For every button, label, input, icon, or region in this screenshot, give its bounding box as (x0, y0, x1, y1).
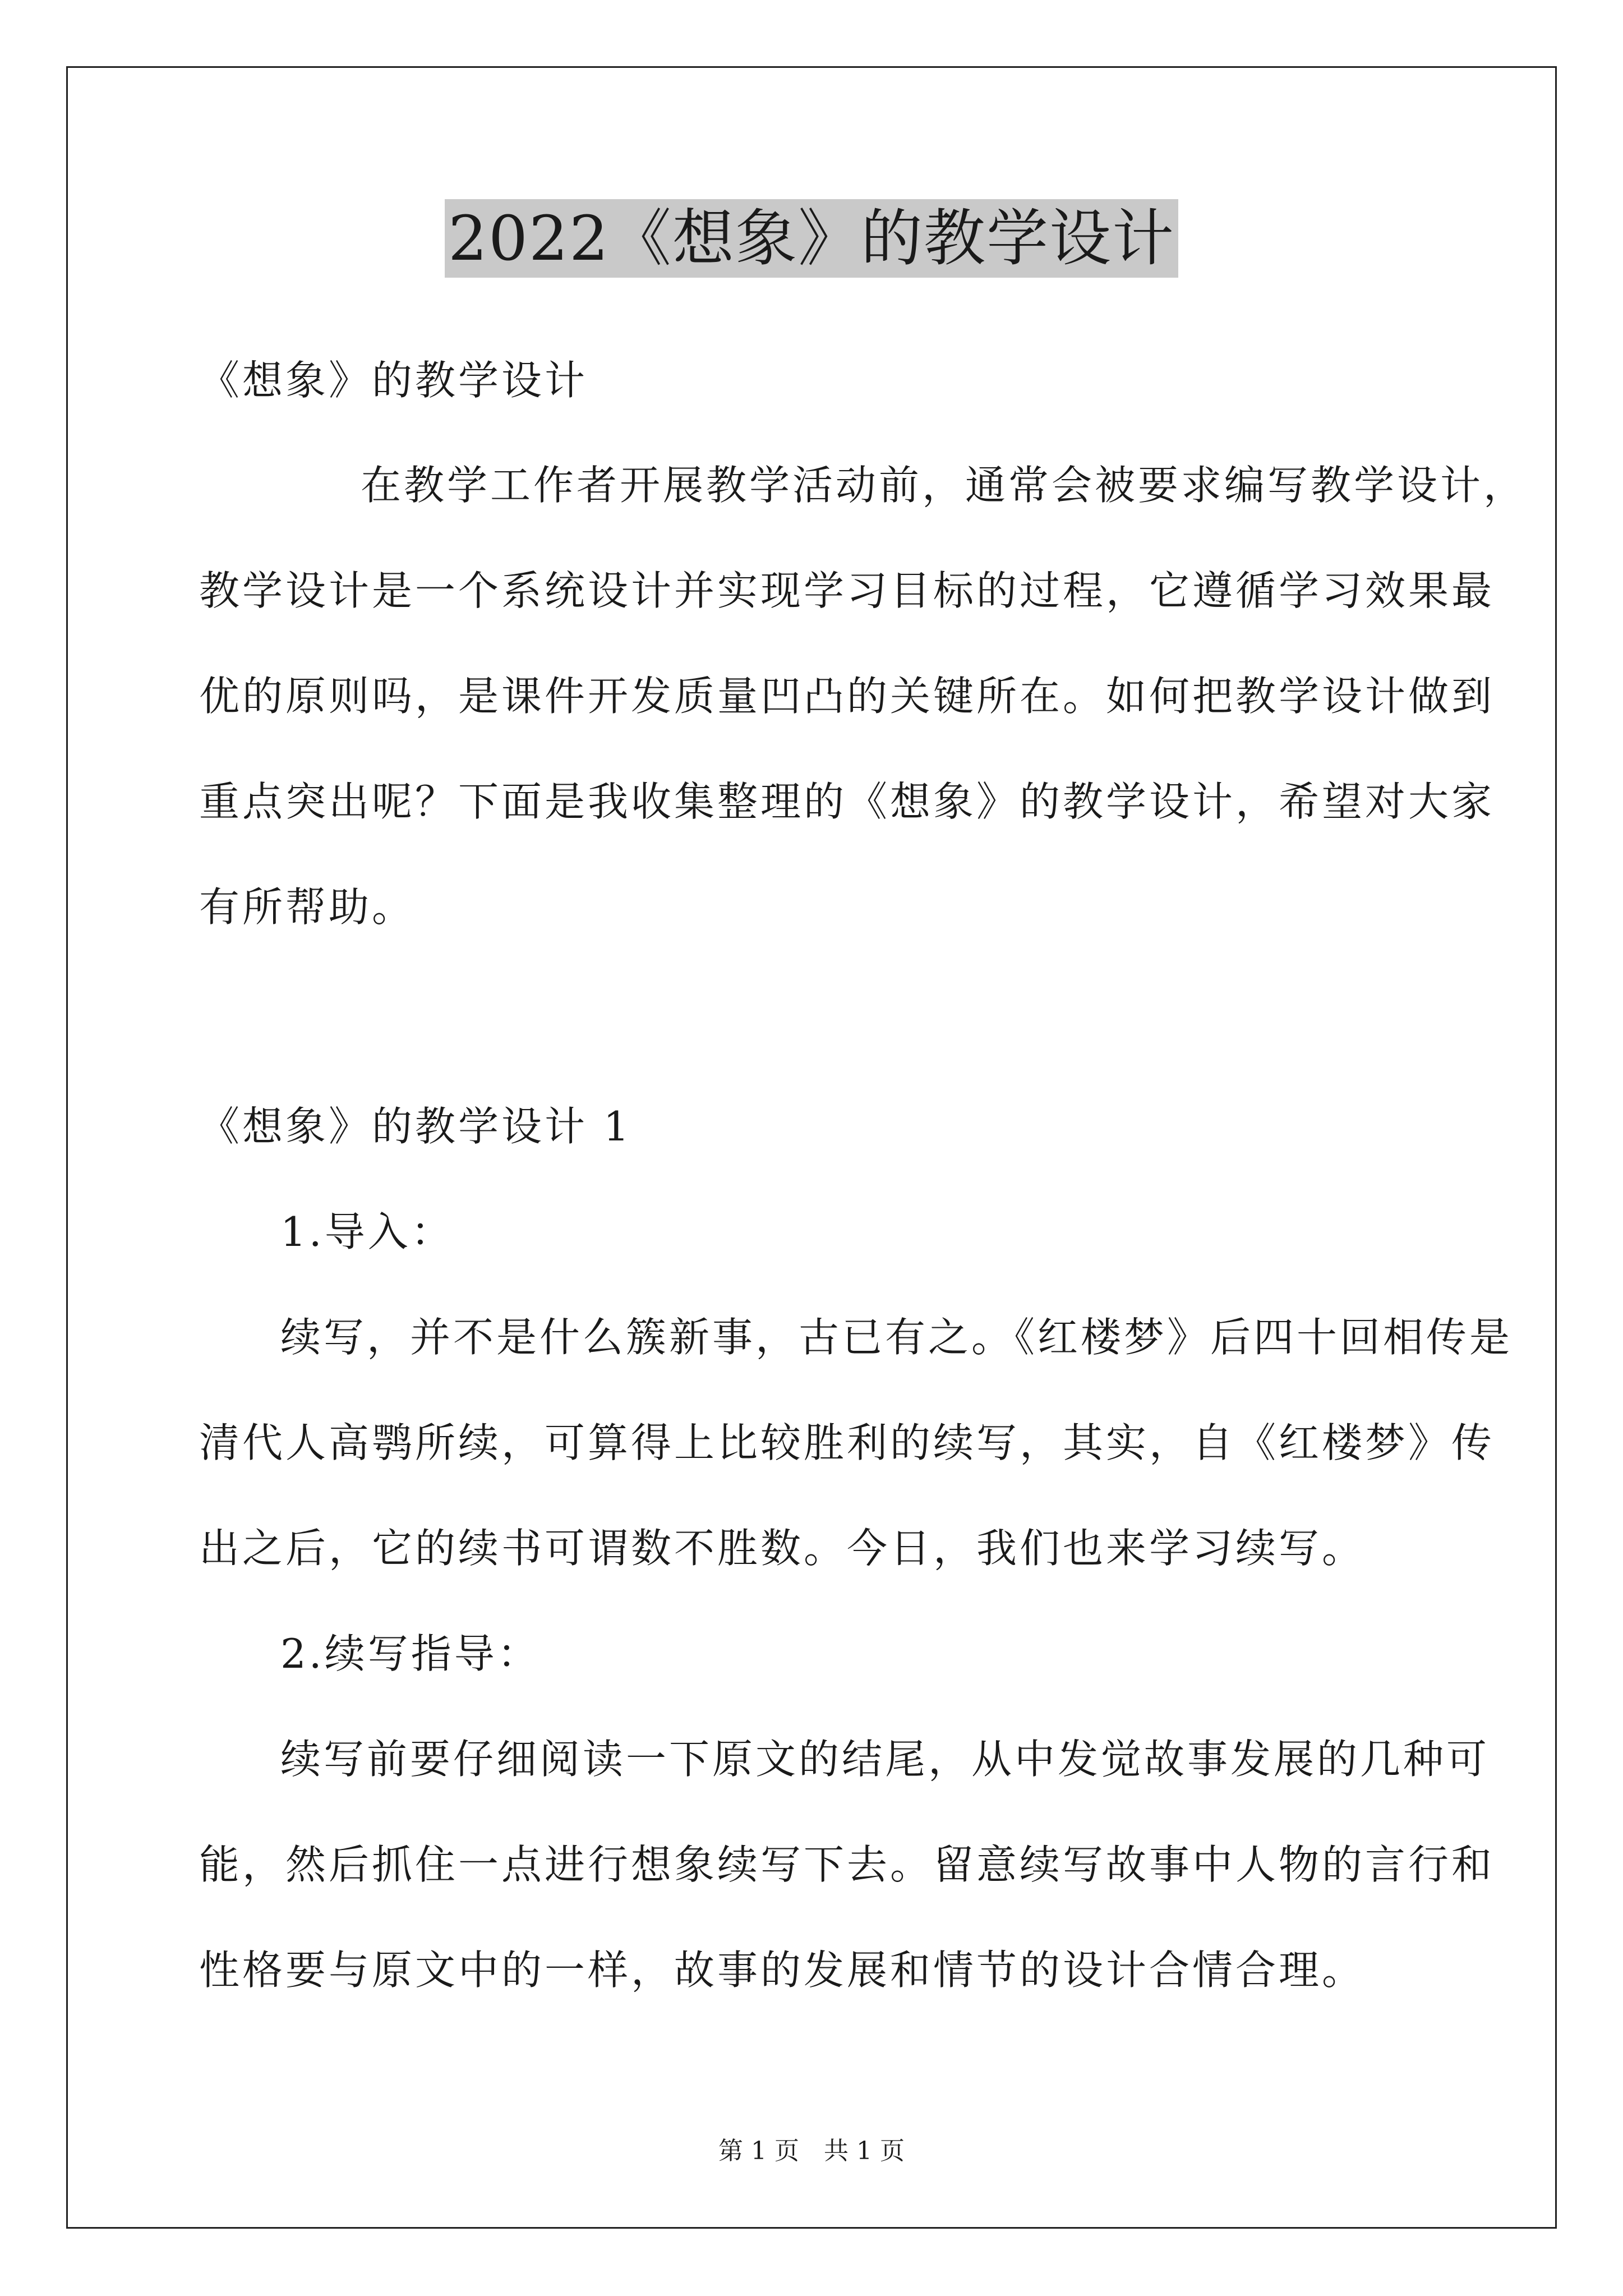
intro-line-3: 优的原则吗，是课件开发质量凹凸的关键所在。如何把教学设计做到 (199, 673, 1495, 720)
item1-heading: 1.导入： (280, 1208, 454, 1255)
intro-line-5: 有所帮助。 (199, 884, 416, 931)
item1-line-2: 清代人高鹗所续，可算得上比较胜利的续写，其实，自《红楼梦》传 (199, 1419, 1495, 1466)
document-title: 2022《想象》的教学设计 (445, 199, 1178, 278)
item2-line-2: 能，然后抓住一点进行想象续写下去。留意续写故事中人物的言行和 (199, 1841, 1495, 1888)
item2-heading: 2.续写指导： (280, 1630, 541, 1677)
item2-line-1: 续写前要仔细阅读一下原文的结尾，从中发觉故事发展的几种可 (280, 1736, 1490, 1783)
section-heading: 《想象》的教学设计 1 (199, 1103, 632, 1150)
item1-line-1: 续写，并不是什么簇新事，古已有之。《红楼梦》后四十回相传是 (280, 1314, 1513, 1361)
title-container (0, 199, 1623, 278)
intro-line-2: 教学设计是一个系统设计并实现学习目标的过程，它遵循学习效果最 (199, 567, 1495, 614)
item1-line-3: 出之后，它的续书可谓数不胜数。今日，我们也来学习续写。 (199, 1525, 1366, 1572)
page-number-footer: 第 1 页 共 1 页 (718, 2137, 905, 2165)
intro-line-1: 在教学工作者开展教学活动前，通常会被要求编写教学设计， (361, 462, 1527, 509)
item2-line-3: 性格要与原文中的一样，故事的发展和情节的设计合情合理。 (199, 1947, 1366, 1994)
document-subtitle: 《想象》的教学设计 (199, 357, 588, 404)
intro-line-4: 重点突出呢？下面是我收集整理的《想象》的教学设计，希望对大家 (199, 778, 1495, 825)
